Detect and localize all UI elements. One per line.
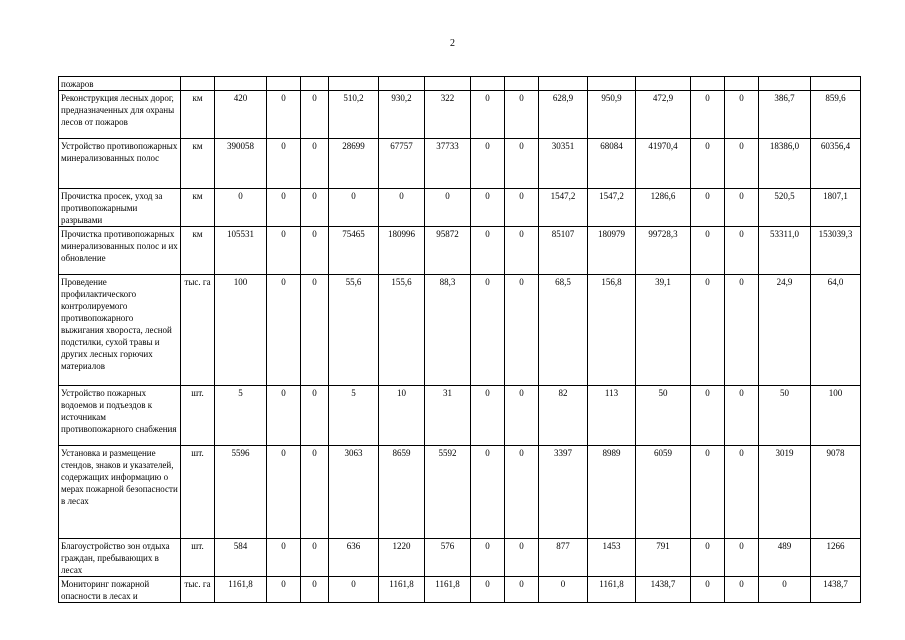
value-cell: 0 <box>505 446 539 539</box>
value-cell <box>759 77 811 91</box>
value-cell: 3063 <box>329 446 379 539</box>
value-cell: 930,2 <box>379 91 425 139</box>
value-cell <box>329 77 379 91</box>
value-cell: 0 <box>329 577 379 603</box>
value-cell: 0 <box>691 386 725 446</box>
value-cell: 0 <box>471 275 505 386</box>
value-cell: 0 <box>725 539 759 577</box>
table-row <box>59 275 861 386</box>
row-unit-cell: км <box>181 139 215 189</box>
value-cell: 390058 <box>215 139 267 189</box>
value-cell: 8989 <box>588 446 636 539</box>
value-cell: 5 <box>215 386 267 446</box>
value-cell: 10 <box>379 386 425 446</box>
value-cell: 0 <box>691 577 725 603</box>
value-cell: 0 <box>505 139 539 189</box>
value-cell <box>811 77 861 91</box>
row-unit-cell: шт. <box>181 386 215 446</box>
value-cell <box>301 77 329 91</box>
value-cell: 155,6 <box>379 275 425 386</box>
value-cell: 386,7 <box>759 91 811 139</box>
value-cell: 0 <box>725 139 759 189</box>
value-cell: 0 <box>505 577 539 603</box>
row-name-cell: Установка и размещение стендов, знаков и указателей, содержащих информацию о мерах пожарной безопасности в лесах <box>59 446 181 539</box>
row-unit-cell: км <box>181 227 215 275</box>
value-cell: 0 <box>691 91 725 139</box>
value-cell: 0 <box>691 189 725 227</box>
value-cell: 53311,0 <box>759 227 811 275</box>
value-cell: 50 <box>759 386 811 446</box>
value-cell: 1220 <box>379 539 425 577</box>
value-cell: 0 <box>471 386 505 446</box>
table-row <box>59 189 861 227</box>
value-cell: 0 <box>471 91 505 139</box>
table-row <box>59 539 861 577</box>
row-name-cell: Устройство пожарных водоемов и подъездов к источникам противопожарного снабжения <box>59 386 181 446</box>
value-cell: 3397 <box>539 446 588 539</box>
value-cell: 584 <box>215 539 267 577</box>
value-cell: 5596 <box>215 446 267 539</box>
value-cell: 0 <box>725 446 759 539</box>
value-cell: 41970,4 <box>636 139 691 189</box>
value-cell: 0 <box>301 189 329 227</box>
value-cell: 180979 <box>588 227 636 275</box>
value-cell: 791 <box>636 539 691 577</box>
value-cell: 153039,3 <box>811 227 861 275</box>
value-cell: 100 <box>215 275 267 386</box>
row-name-cell: Благоустройство зон отдыха граждан, пребывающих в лесах <box>59 539 181 577</box>
value-cell: 60356,4 <box>811 139 861 189</box>
row-name-cell: пожаров <box>59 77 181 91</box>
value-cell <box>471 77 505 91</box>
value-cell: 88,3 <box>425 275 471 386</box>
value-cell: 3019 <box>759 446 811 539</box>
value-cell: 0 <box>725 275 759 386</box>
value-cell: 50 <box>636 386 691 446</box>
value-cell: 0 <box>301 446 329 539</box>
value-cell: 37733 <box>425 139 471 189</box>
value-cell: 0 <box>267 446 301 539</box>
row-unit-cell: шт. <box>181 446 215 539</box>
row-unit-cell: км <box>181 189 215 227</box>
value-cell: 859,6 <box>811 91 861 139</box>
value-cell: 0 <box>471 577 505 603</box>
value-cell: 0 <box>301 227 329 275</box>
value-cell: 1161,8 <box>588 577 636 603</box>
value-cell: 0 <box>505 227 539 275</box>
value-cell: 0 <box>471 227 505 275</box>
value-cell <box>267 77 301 91</box>
value-cell: 0 <box>301 386 329 446</box>
row-name-cell: Проведение профилактического контролируемого противопожарного выжигания хвороста, лесной подстилки, сухой травы и других лесных горючих материалов <box>59 275 181 386</box>
value-cell: 6059 <box>636 446 691 539</box>
value-cell: 0 <box>725 91 759 139</box>
value-cell: 472,9 <box>636 91 691 139</box>
row-unit-cell <box>181 77 215 91</box>
value-cell: 39,1 <box>636 275 691 386</box>
value-cell: 0 <box>725 227 759 275</box>
value-cell: 1438,7 <box>636 577 691 603</box>
value-cell: 420 <box>215 91 267 139</box>
value-cell: 0 <box>267 227 301 275</box>
value-cell: 82 <box>539 386 588 446</box>
value-cell <box>505 77 539 91</box>
value-cell: 1161,8 <box>215 577 267 603</box>
value-cell: 0 <box>267 139 301 189</box>
row-unit-cell: км <box>181 91 215 139</box>
value-cell: 55,6 <box>329 275 379 386</box>
value-cell: 0 <box>267 275 301 386</box>
value-cell <box>379 77 425 91</box>
value-cell: 0 <box>267 91 301 139</box>
row-name-cell: Устройство противопожарных минерализованных полос <box>59 139 181 189</box>
value-cell: 0 <box>471 189 505 227</box>
row-name-cell: Прочистка просек, уход за противопожарными разрывами <box>59 189 181 227</box>
value-cell: 0 <box>691 446 725 539</box>
value-cell: 0 <box>691 227 725 275</box>
page-number: 2 <box>450 38 455 49</box>
value-cell: 877 <box>539 539 588 577</box>
value-cell: 0 <box>691 139 725 189</box>
value-cell: 1286,6 <box>636 189 691 227</box>
value-cell: 68,5 <box>539 275 588 386</box>
value-cell: 18386,0 <box>759 139 811 189</box>
value-cell: 156,8 <box>588 275 636 386</box>
value-cell: 9078 <box>811 446 861 539</box>
value-cell: 75465 <box>329 227 379 275</box>
row-name-cell: Мониторинг пожарной опасности в лесах и <box>59 577 181 603</box>
value-cell: 0 <box>267 386 301 446</box>
value-cell: 1438,7 <box>811 577 861 603</box>
value-cell: 0 <box>301 577 329 603</box>
value-cell: 105531 <box>215 227 267 275</box>
value-cell: 0 <box>379 189 425 227</box>
data-table <box>58 76 861 603</box>
value-cell: 0 <box>471 539 505 577</box>
value-cell: 0 <box>301 539 329 577</box>
table-row <box>59 139 861 189</box>
value-cell: 576 <box>425 539 471 577</box>
value-cell: 113 <box>588 386 636 446</box>
value-cell <box>539 77 588 91</box>
value-cell: 0 <box>301 139 329 189</box>
value-cell: 1161,8 <box>425 577 471 603</box>
table-row <box>59 386 861 446</box>
value-cell: 5592 <box>425 446 471 539</box>
value-cell: 628,9 <box>539 91 588 139</box>
value-cell <box>425 77 471 91</box>
value-cell: 0 <box>425 189 471 227</box>
value-cell <box>636 77 691 91</box>
value-cell: 30351 <box>539 139 588 189</box>
value-cell: 1807,1 <box>811 189 861 227</box>
value-cell: 1266 <box>811 539 861 577</box>
table-row <box>59 227 861 275</box>
value-cell: 0 <box>329 189 379 227</box>
value-cell: 0 <box>725 577 759 603</box>
value-cell: 0 <box>725 189 759 227</box>
value-cell: 64,0 <box>811 275 861 386</box>
value-cell: 0 <box>691 539 725 577</box>
value-cell: 510,2 <box>329 91 379 139</box>
value-cell: 0 <box>301 275 329 386</box>
value-cell <box>725 77 759 91</box>
value-cell: 180996 <box>379 227 425 275</box>
value-cell: 0 <box>539 577 588 603</box>
row-name-cell: Реконструкция лесных дорог, предназначенных для охраны лесов от пожаров <box>59 91 181 139</box>
value-cell: 85107 <box>539 227 588 275</box>
value-cell: 950,9 <box>588 91 636 139</box>
value-cell: 0 <box>505 386 539 446</box>
value-cell <box>691 77 725 91</box>
value-cell: 100 <box>811 386 861 446</box>
value-cell: 0 <box>267 577 301 603</box>
value-cell <box>215 77 267 91</box>
value-cell: 0 <box>505 275 539 386</box>
row-name-cell: Прочистка противопожарных минерализованных полос и их обновление <box>59 227 181 275</box>
value-cell: 322 <box>425 91 471 139</box>
value-cell: 68084 <box>588 139 636 189</box>
value-cell: 1547,2 <box>588 189 636 227</box>
value-cell: 8659 <box>379 446 425 539</box>
table-row <box>59 91 861 139</box>
value-cell: 0 <box>471 139 505 189</box>
value-cell: 0 <box>471 446 505 539</box>
value-cell: 0 <box>691 275 725 386</box>
value-cell <box>588 77 636 91</box>
table-row <box>59 446 861 539</box>
row-unit-cell: тыс. га <box>181 275 215 386</box>
value-cell: 520,5 <box>759 189 811 227</box>
row-unit-cell: тыс. га <box>181 577 215 603</box>
value-cell: 28699 <box>329 139 379 189</box>
value-cell: 24,9 <box>759 275 811 386</box>
value-cell: 99728,3 <box>636 227 691 275</box>
value-cell: 1161,8 <box>379 577 425 603</box>
value-cell: 489 <box>759 539 811 577</box>
value-cell: 0 <box>215 189 267 227</box>
value-cell: 31 <box>425 386 471 446</box>
value-cell: 67757 <box>379 139 425 189</box>
value-cell: 0 <box>267 189 301 227</box>
table-row <box>59 577 861 603</box>
value-cell: 0 <box>505 539 539 577</box>
table-row <box>59 77 861 91</box>
value-cell: 0 <box>725 386 759 446</box>
value-cell: 0 <box>267 539 301 577</box>
value-cell: 636 <box>329 539 379 577</box>
value-cell: 0 <box>505 189 539 227</box>
row-unit-cell: шт. <box>181 539 215 577</box>
value-cell: 0 <box>505 91 539 139</box>
value-cell: 1453 <box>588 539 636 577</box>
value-cell: 5 <box>329 386 379 446</box>
value-cell: 0 <box>759 577 811 603</box>
value-cell: 0 <box>301 91 329 139</box>
value-cell: 1547,2 <box>539 189 588 227</box>
value-cell: 95872 <box>425 227 471 275</box>
